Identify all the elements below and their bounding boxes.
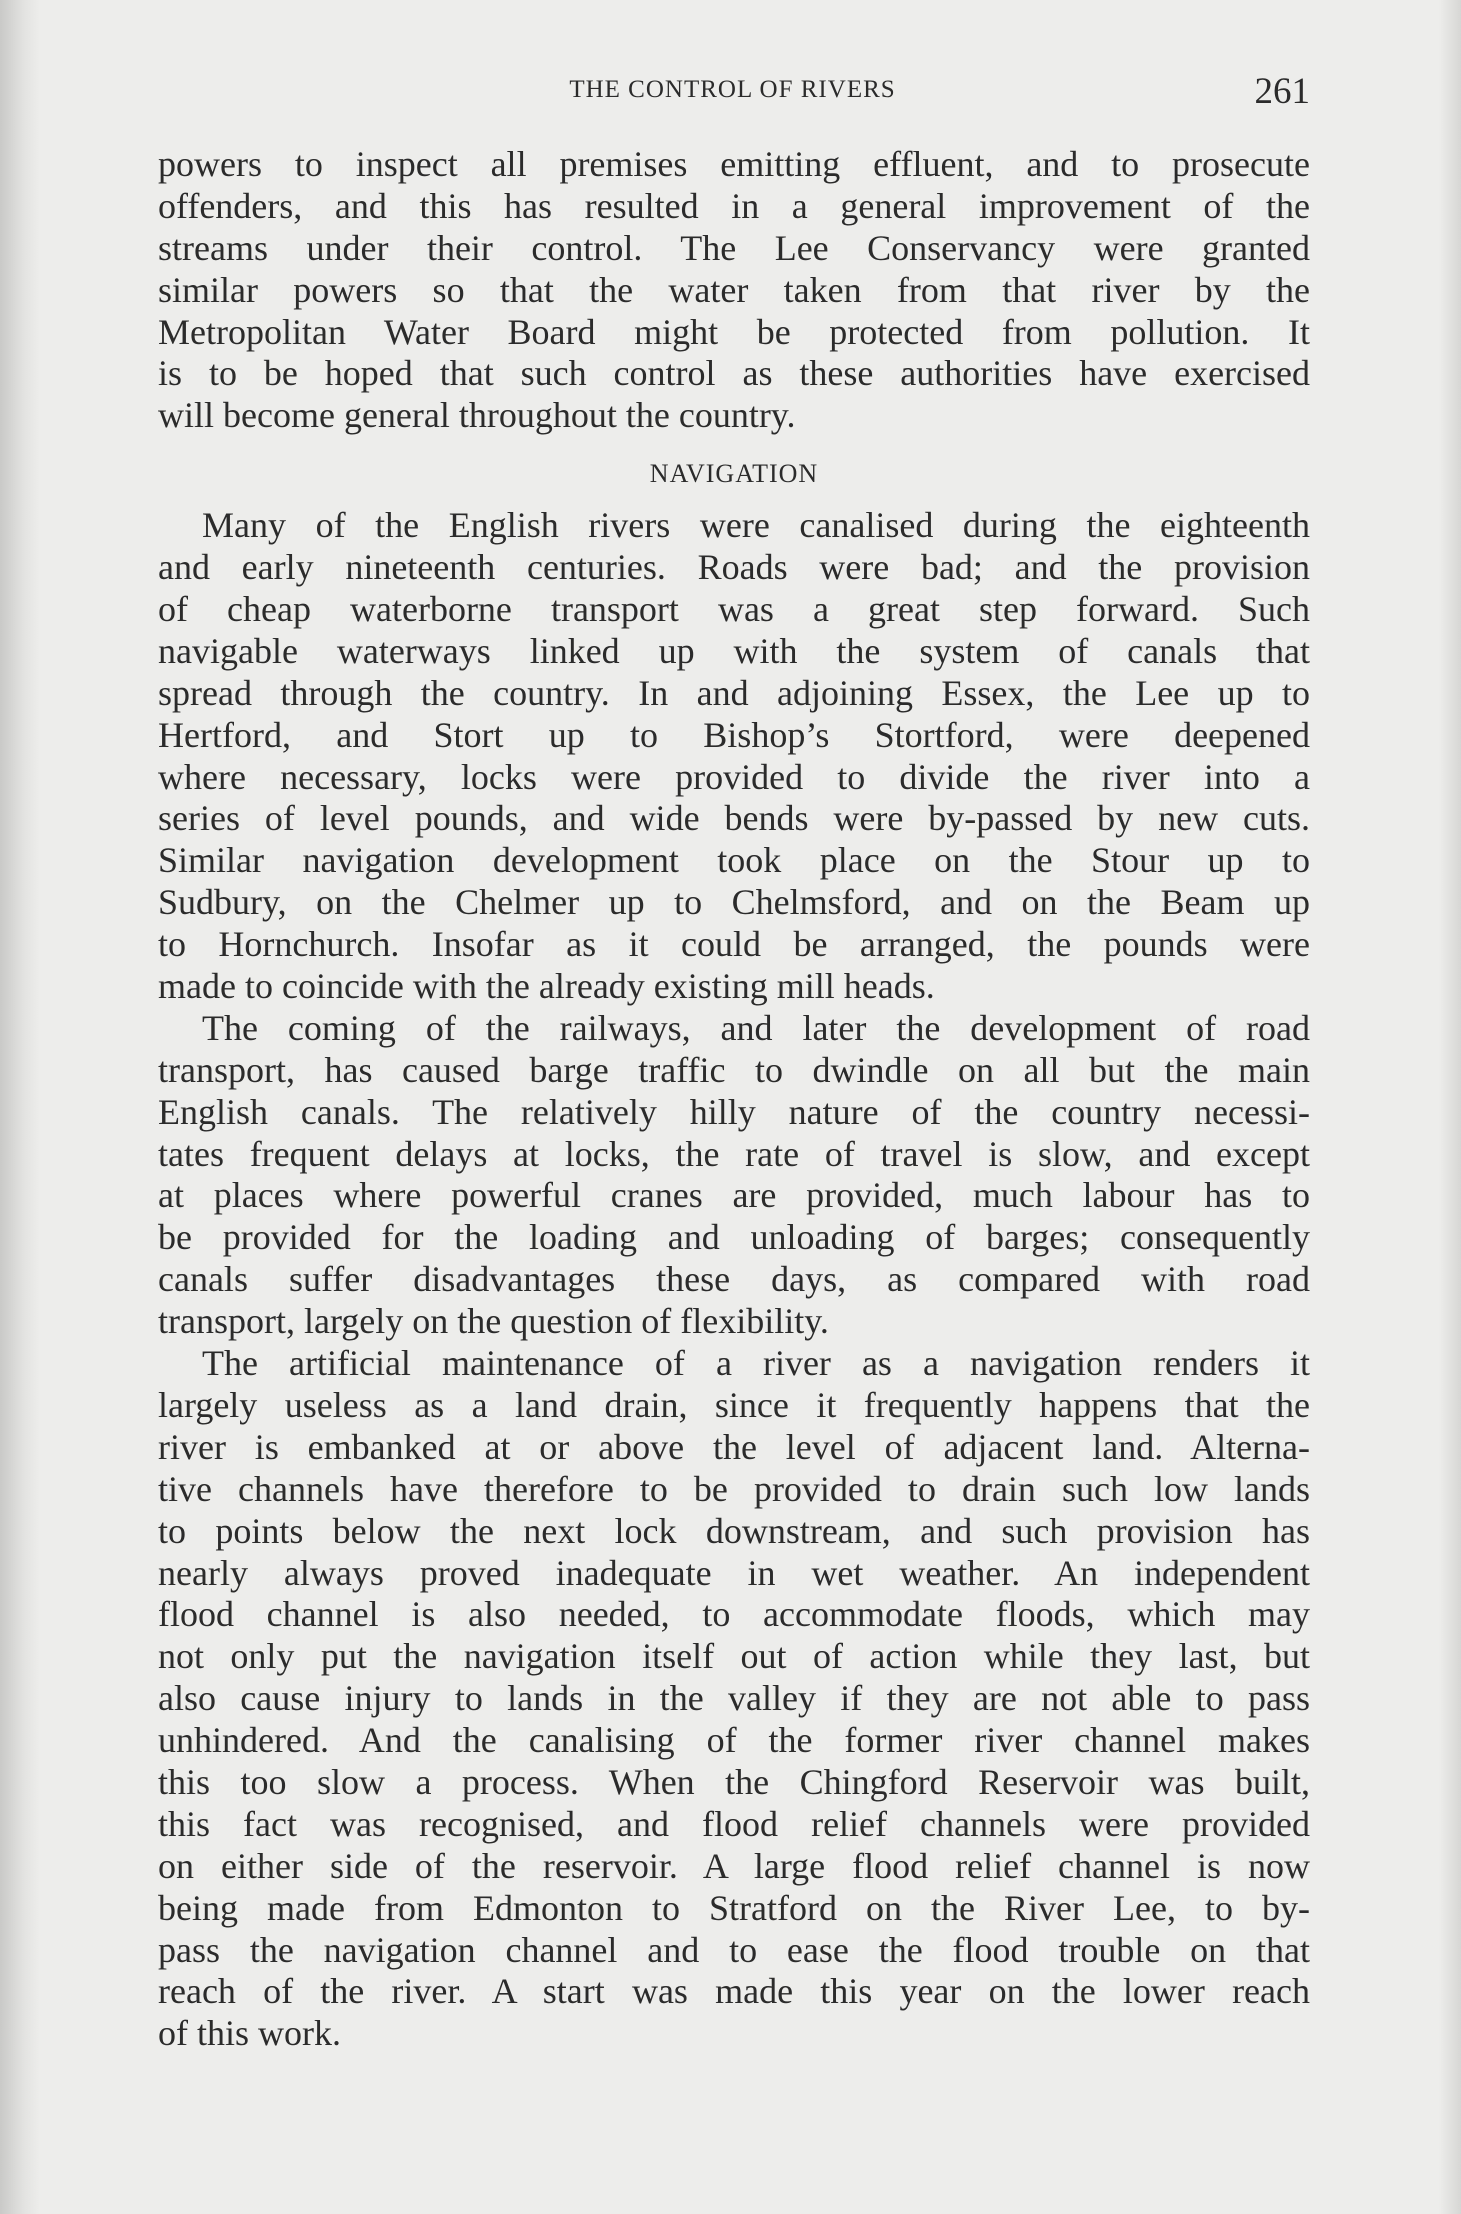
text-line: streams under their control. The Lee Conservancy were granted xyxy=(158,227,1310,268)
text-line: is to be hoped that such control as these authorities have exercised xyxy=(158,353,1310,394)
text-line: flood channel is also needed, to accommodate floods, which may xyxy=(158,1594,1310,1635)
text-line: powers to inspect all premises emitting effluent, and to prosecute xyxy=(158,144,1310,184)
text-line: be provided for the loading and unloading of barges; consequently xyxy=(158,1217,1310,1258)
section-heading: NAVIGATION xyxy=(649,459,819,489)
page-gutter-shadow xyxy=(0,0,40,2214)
paragraph xyxy=(158,1343,1310,2055)
text-line: largely useless as a land drain, since it frequently happens that the xyxy=(158,1384,1310,1425)
text-line: made to coincide with the already existing mill heads. xyxy=(158,966,935,1007)
text-line: reach of the river. A start was made this year on the lower reach xyxy=(158,1971,1310,2012)
page-number: 261 xyxy=(1254,71,1310,112)
text-line: to Hornchurch. Insofar as it could be arranged, the pounds were xyxy=(158,924,1310,965)
text-line: to points below the next lock downstream, and such provision has xyxy=(158,1510,1310,1551)
text-line: and early nineteenth centuries. Roads were bad; and the provision xyxy=(158,547,1310,588)
text-line: of this work. xyxy=(158,2013,341,2054)
text-line: transport, largely on the question of flexibility. xyxy=(158,1301,829,1342)
text-line: Sudbury, on the Chelmer up to Chelmsford, and on the Beam up xyxy=(158,882,1310,923)
text-line: will become general throughout the country. xyxy=(158,395,796,436)
text-line: Similar navigation development took place on the Stour up to xyxy=(158,840,1310,881)
paragraph xyxy=(158,144,1310,437)
text-line: this fact was recognised, and flood relief channels were provided xyxy=(158,1803,1310,1844)
text-line: transport, has caused barge traffic to dwindle on all but the main xyxy=(158,1049,1310,1090)
text-line: Metropolitan Water Board might be protected from pollution. It xyxy=(158,311,1310,352)
text-line: river is embanked at or above the level of adjacent land. Alterna- xyxy=(158,1426,1310,1467)
text-line: tates frequent delays at locks, the rate of travel is slow, and except xyxy=(158,1133,1310,1174)
page-edge-shadow xyxy=(1439,0,1461,2214)
text-line: canals suffer disadvantages these days, as compared with road xyxy=(158,1259,1310,1300)
text-line: English canals. The relatively hilly nature of the country necessi- xyxy=(158,1091,1310,1132)
text-line: pass the navigation channel and to ease the flood trouble on that xyxy=(158,1929,1310,1970)
running-head xyxy=(155,70,1310,114)
text-line: similar powers so that the water taken from that river by the xyxy=(158,269,1310,310)
text-line: navigable waterways linked up with the system of canals that xyxy=(158,630,1310,671)
paragraph xyxy=(158,1008,1310,1343)
text-line: tive channels have therefore to be provided to drain such low lands xyxy=(158,1468,1310,1509)
text-line: at places where powerful cranes are provided, much labour has to xyxy=(158,1175,1310,1216)
text-line: offenders, and this has resulted in a general improvement of the xyxy=(158,185,1310,226)
text-line: nearly always proved inadequate in wet weather. An independent xyxy=(158,1552,1310,1593)
text-line: not only put the navigation itself out of action while they last, but xyxy=(158,1636,1310,1677)
text-line: Hertford, and Stort up to Bishop’s Stortford, were deepened xyxy=(158,714,1310,755)
text-line: Many of the English rivers were canalised during the eighteenth xyxy=(202,505,1310,546)
body-text xyxy=(158,144,1310,2055)
text-line: spread through the country. In and adjoining Essex, the Lee up to xyxy=(158,672,1310,713)
text-line: The coming of the railways, and later the development of road xyxy=(202,1007,1310,1048)
text-line: this too slow a process. When the Chingford Reservoir was built, xyxy=(158,1761,1310,1802)
text-line: The artificial maintenance of a river as a navigation renders it xyxy=(202,1343,1310,1384)
text-line: being made from Edmonton to Stratford on the River Lee, to by- xyxy=(158,1887,1310,1928)
text-line: of cheap waterborne transport was a great step forward. Such xyxy=(158,589,1310,630)
text-line: unhindered. And the canalising of the former river channel makes xyxy=(158,1720,1310,1761)
text-line: also cause injury to lands in the valley if they are not able to pass xyxy=(158,1678,1310,1719)
text-line: on either side of the reservoir. A large flood relief channel is now xyxy=(158,1845,1310,1886)
text-line: series of level pounds, and wide bends were by-passed by new cuts. xyxy=(158,798,1310,839)
paragraph xyxy=(158,505,1310,1008)
text-line: where necessary, locks were provided to divide the river into a xyxy=(158,756,1310,797)
running-title: THE CONTROL OF RIVERS xyxy=(569,76,896,103)
